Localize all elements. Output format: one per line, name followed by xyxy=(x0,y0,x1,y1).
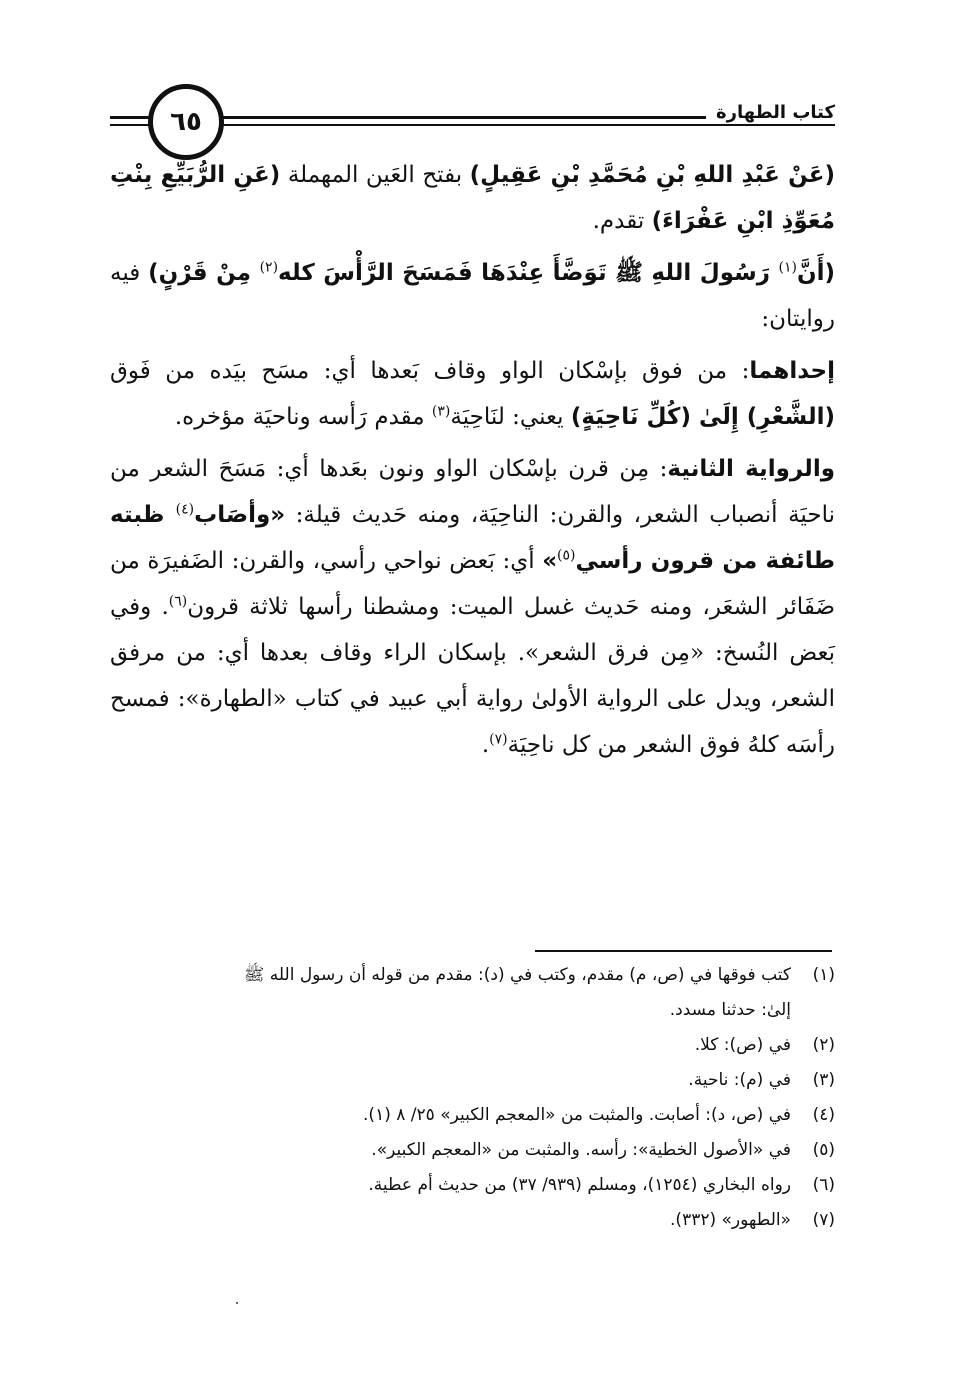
footnote-ref: (٥) xyxy=(557,547,576,564)
commentary-text: تقدم. xyxy=(592,208,652,234)
quoted-text: إحداهما xyxy=(749,358,835,384)
footnote-number: (٣) xyxy=(812,1070,835,1090)
quoted-text: رَسُولَ اللهِ ﷺ تَوَضَّأَ عِنْدَهَا فَمَسَحَ الرَّأْسَ كله xyxy=(278,260,779,286)
footnote-text xyxy=(200,1133,791,1168)
footnote-line: في (ص، د): أصابت. والمثبت من «المعجم الكبير» ٢٥/ ٨ (١). xyxy=(363,1105,791,1125)
quoted-text: (الشَّعْرِ) إِلَىٰ (كُلِّ نَاحِيَةٍ) xyxy=(570,404,835,430)
footnote-number: (٢) xyxy=(812,1035,835,1055)
footnote-item xyxy=(200,958,835,1028)
footnote-ref: (٦) xyxy=(168,593,188,610)
quoted-text: «وأصَاب xyxy=(194,502,286,528)
footnotes xyxy=(200,958,835,1238)
footnote-number: (٥) xyxy=(812,1140,835,1160)
paragraph xyxy=(110,348,835,440)
footnote-text xyxy=(200,1203,791,1238)
footnote-item xyxy=(200,1028,835,1063)
footnote-line: كتب فوقها في (ص، م) مقدم، وكتب في (د): مقدم من قوله أن رسول الله ﷺ xyxy=(243,965,791,985)
footnote-item xyxy=(200,1168,835,1203)
paragraph xyxy=(110,152,835,244)
commentary-text: . وفي بَعض النُسخ: «مِن فرق الشعر». بإسكان الراء وقاف بعدها أي: من مرفق الشعر، ويدل على الرواية الأولىٰ رواية أبي عبيد في كتاب «الطهارة»: فمسح رأسَه كلهُ فوق الشعر من كل ناحِيَة xyxy=(110,594,835,758)
commentary-text: أي: بَعض نواحي رأسي، والقرن: الضَفيرَة من ضَفَائر الشعَر، ومنه حَديث غسل الميت: ومشطنا رأسها ثلاثة قرون xyxy=(110,548,835,620)
quoted-text: (أَنَّ xyxy=(796,260,835,286)
footnote-line: في «الأصول الخطية»: رأسه. والمثبت من «المعجم الكبير». xyxy=(371,1140,791,1160)
footnote-number: (٧) xyxy=(812,1210,835,1230)
commentary-text: مقدم رَأسه وناحيَة مؤخره. xyxy=(174,404,432,430)
footnote-text xyxy=(200,1098,791,1133)
footnote-line: إلىٰ: حدثنا مسدد. xyxy=(669,1000,791,1020)
footnote-item xyxy=(200,1133,835,1168)
footnote-item xyxy=(200,1098,835,1133)
quoted-text: ظبته طائفة من قرون رأسي xyxy=(110,502,835,574)
main-text xyxy=(110,152,835,774)
footnote-line: في (م): ناحية. xyxy=(688,1070,791,1090)
footnote-line: «الطهور» (٣٣٢). xyxy=(670,1210,791,1230)
commentary-text: فيه روايتان: xyxy=(110,260,835,332)
footnote-number: (١) xyxy=(812,965,835,985)
quoted-text: (عَنِ الرُّبَيِّعِ بِنْتِ مُعَوِّذِ ابْنِ عَفْرَاءَ) xyxy=(110,162,835,234)
commentary-text: بفتح العَين المهملة xyxy=(280,162,470,188)
commentary-text: : من فوق بإسْكان الواو وقاف بَعدها أي: مسَح بيَده من فَوق xyxy=(110,358,750,384)
quoted-text: مِنْ قَرْنٍ) xyxy=(148,260,260,286)
footnote-ref: (١) xyxy=(778,259,797,276)
footnote-separator xyxy=(535,950,832,952)
footnote-item xyxy=(200,1063,835,1098)
quoted-text: (عَنْ عَبْدِ اللهِ بْنِ مُحَمَّدِ بْنِ عَقِيلٍ) xyxy=(469,162,835,188)
paragraph xyxy=(110,250,835,342)
chapter-title: كتاب الطهارة xyxy=(706,102,835,123)
commentary-text: يعني: لنَاحِيَة xyxy=(450,404,571,430)
quoted-text: » xyxy=(542,548,558,574)
footnote-line: في (ص): كلا. xyxy=(694,1035,791,1055)
page-number-badge xyxy=(148,84,224,160)
footnote-ref: (٧) xyxy=(489,731,508,748)
footnote-text xyxy=(200,1168,791,1203)
commentary-text: : مِن قرن بإسْكان الواو ونون بعَدها أي: مَسَحَ الشعر من ناحيَة أنصباب الشعر، والقرن: الناحِيَة، ومنه حَديث قيلة: xyxy=(110,456,835,528)
footnote-line: رواه البخاري (١٢٥٤)، ومسلم (٩٣٩/ ٣٧) من حديث أم عطية. xyxy=(368,1175,791,1195)
quoted-text: والرواية الثانية xyxy=(667,456,835,482)
paragraph xyxy=(110,446,835,768)
footnote-ref: (٣) xyxy=(431,403,451,420)
footnote-number: (٦) xyxy=(812,1175,835,1195)
footnote-ref: (٤) xyxy=(175,501,195,518)
commentary-text: . xyxy=(481,732,490,758)
footnote-number: (٤) xyxy=(812,1105,835,1125)
footnote-text xyxy=(200,1028,791,1063)
footnote-ref: (٢) xyxy=(259,259,279,276)
page-number: ٦٥ xyxy=(170,107,202,137)
footnote-item xyxy=(200,1203,835,1238)
footnote-text xyxy=(200,1063,791,1098)
footnote-text xyxy=(200,958,791,1028)
speck xyxy=(236,1302,238,1304)
